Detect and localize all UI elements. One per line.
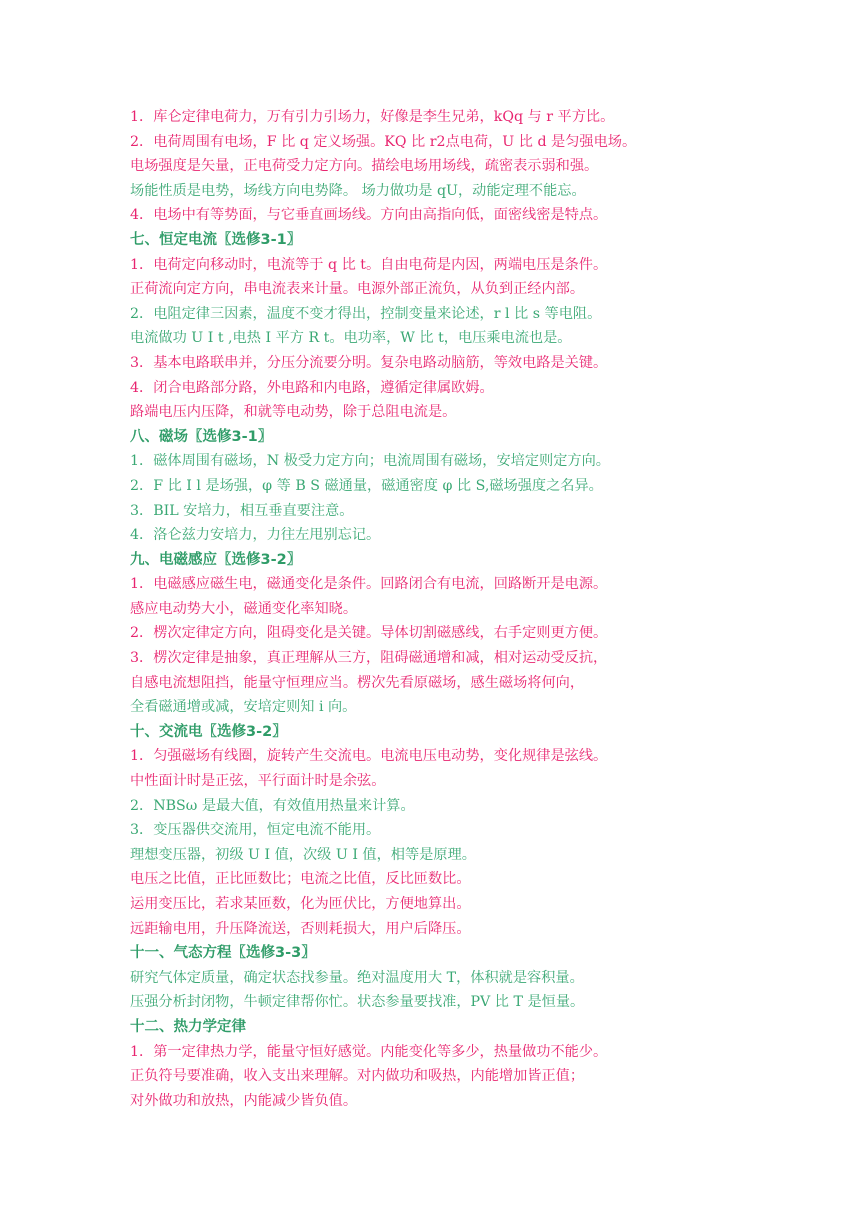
text-line: 3．基本电路联串并，分压分流要分明。复杂电路动脑筋，等效电路是关键。 (130, 354, 608, 371)
text-line: 感应电动势大小，磁通变化率知晓。 (130, 600, 358, 617)
text-line: 3．变压器供交流用，恒定电流不能用。 (130, 822, 381, 839)
text-line: 正荷流向定方向，串电流表来计量。电源外部正流负，从负到正经内部。 (130, 281, 585, 298)
text-line: 研究气体定质量，确定状态找参量。绝对温度用大 T，体积就是容积量。 (130, 969, 584, 986)
text-line: 2．F 比 I l 是场强，φ 等 B S 磁通量，磁通密度 φ 比 S,磁场强度之名异。 (130, 477, 603, 494)
section-heading: 十二、热力学定律 (130, 1018, 246, 1035)
text-line: 3．楞次定律是抽象，真正理解从三方，阻碍磁通增和减，相对运动受反抗， (130, 650, 608, 667)
text-line: 对外做功和放热，内能减少皆负值。 (130, 1092, 358, 1109)
text-line: 4．闭合电路部分路，外电路和内电路，遵循定律属欧姆。 (130, 379, 494, 396)
text-line: 4．洛仑兹力安培力，力往左甩别忘记。 (130, 527, 381, 544)
text-line: 1．电磁感应磁生电，磁通变化是条件。回路闭合有电流，回路断开是电源。 (130, 576, 608, 593)
text-line: 中性面计时是正弦，平行面计时是余弦。 (130, 773, 386, 790)
text-line: 路端电压内压降，和就等电动势，除于总阻电流是。 (130, 404, 457, 421)
text-line: 1．第一定律热力学，能量守恒好感觉。内能变化等多少，热量做功不能少。 (130, 1043, 608, 1060)
text-line: 远距输电用，升压降流送，否则耗损大，用户后降压。 (130, 920, 471, 937)
text-line: 自感电流想阻挡，能量守恒理应当。楞次先看原磁场，感生磁场将何向， (130, 674, 585, 691)
text-line: 2．楞次定律定方向，阻碍变化是关键。导体切割磁感线，右手定则更方便。 (130, 625, 608, 642)
text-line: 电场强度是矢量，正电荷受力定方向。描绘电场用场线，疏密表示弱和强。 (130, 158, 599, 175)
section-heading: 八、磁场〖选修3-1〗 (130, 428, 273, 445)
text-line: 正负符号要准确，收入支出来理解。对内做功和吸热，内能增加皆正值； (130, 1068, 585, 1085)
section-heading: 十一、气态方程〖选修3-3〗 (130, 945, 316, 962)
text-line: 场能性质是电势，场线方向电势降。 场力做功是 qU，动能定理不能忘。 (130, 182, 586, 199)
section-heading: 七、恒定电流〖选修3-1〗 (130, 231, 302, 248)
text-line: 电流做功 U I t ,电热 I 平方 R t。电功率，W 比 t，电压乘电流也是。 (130, 330, 572, 347)
text-line: 电压之比值，正比匝数比；电流之比值，反比匝数比。 (130, 871, 471, 888)
text-line: 2．电荷周围有电场，F 比 q 定义场强。KQ 比 r2点电荷，U 比 d 是匀强电场。 (130, 133, 637, 150)
text-line: 运用变压比，若求某匝数，化为匝伏比，方便地算出。 (130, 896, 471, 912)
text-line: 1．匀强磁场有线圈，旋转产生交流电。电流电压电动势，变化规律是弦线。 (130, 748, 608, 765)
section-heading: 九、电磁感应〖选修3-2〗 (130, 551, 302, 568)
text-line: 2．NBSω 是最大值，有效值用热量来计算。 (130, 797, 415, 814)
text-line: 理想变压器，初级 U I 值，次级 U I 值，相等是原理。 (130, 846, 476, 863)
section-heading: 十、交流电〖选修3-2〗 (130, 723, 287, 740)
text-line: 1．磁体周围有磁场，N 极受力定方向；电流周围有磁场，安培定则定方向。 (130, 453, 610, 470)
text-line: 4．电场中有等势面，与它垂直画场线。方向由高指向低，面密线密是特点。 (130, 207, 608, 224)
text-line: 1．电荷定向移动时，电流等于 q 比 t。自由电荷是内因，两端电压是条件。 (130, 256, 608, 273)
text-line: 3．BIL 安培力，相互垂直要注意。 (130, 502, 354, 519)
text-line: 2．电阻定律三因素，温度不变才得出，控制变量来论述，r l 比 s 等电阻。 (130, 305, 602, 322)
document-body (130, 105, 830, 1113)
text-line: 全看磁通增或减，安培定则知 i 向。 (130, 699, 357, 716)
text-line: 压强分析封闭物，牛顿定律帮你忙。状态参量要找准，PV 比 T 是恒量。 (130, 994, 585, 1011)
text-line: 1．库仑定律电荷力，万有引力引场力，好像是李生兄弟，kQq 与 r 平方比。 (130, 109, 615, 125)
